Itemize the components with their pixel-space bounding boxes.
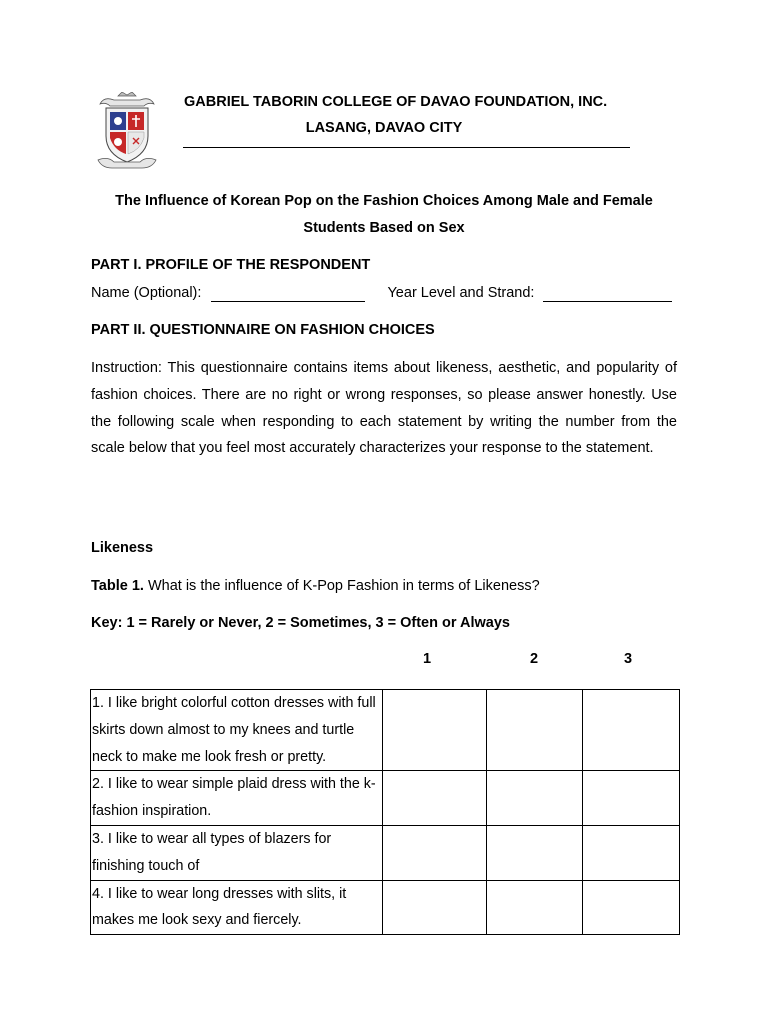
table-row: [91, 880, 680, 935]
column-header-3: 3: [624, 651, 633, 667]
year-strand-field[interactable]: [543, 285, 672, 302]
rating-cell-1[interactable]: [383, 825, 487, 880]
rating-cell-2[interactable]: [487, 880, 583, 935]
rating-cell-2[interactable]: [487, 771, 583, 826]
name-label: Name (Optional):: [91, 285, 202, 301]
rating-cell-3[interactable]: [583, 880, 680, 935]
rating-cell-2[interactable]: [487, 690, 583, 771]
name-field[interactable]: [211, 285, 365, 302]
scale-key: Key: 1 = Rarely or Never, 2 = Sometimes, 3 = Often or Always: [91, 615, 510, 631]
rating-cell-1[interactable]: [383, 880, 487, 935]
part1-heading: PART I. PROFILE OF THE RESPONDENT: [91, 257, 371, 273]
table-row: [91, 771, 680, 826]
statement-cell: 3. I like to wear all types of blazers for finishing touch of: [91, 825, 383, 880]
table-row: [91, 825, 680, 880]
profile-fields: [91, 285, 672, 302]
rating-cell-3[interactable]: [583, 771, 680, 826]
statement-cell: 1. I like bright colorful cotton dresses with full skirts down almost to my knees and turtle neck to make me look fresh or pretty.: [91, 690, 383, 771]
school-crest-icon: [94, 92, 160, 172]
rating-cell-1[interactable]: [383, 690, 487, 771]
part2-heading: PART II. QUESTIONNAIRE ON FASHION CHOICES: [91, 322, 435, 338]
table-row: [91, 690, 680, 771]
rating-cell-3[interactable]: [583, 690, 680, 771]
statement-cell: 4. I like to wear long dresses with slits, it makes me look sexy and fiercely.: [91, 880, 383, 935]
section-heading: Likeness: [91, 540, 154, 556]
institution-location: LASANG, DAVAO CITY: [305, 120, 463, 136]
likeness-table: [90, 689, 680, 935]
statement-cell: 2. I like to wear simple plaid dress with the k-fashion inspiration.: [91, 771, 383, 826]
rating-cell-2[interactable]: [487, 825, 583, 880]
table-caption-text: What is the influence of K-Pop Fashion in terms of Likeness?: [143, 578, 540, 594]
rating-cell-3[interactable]: [583, 825, 680, 880]
year-strand-label: Year Level and Strand:: [387, 285, 535, 301]
column-header-1: 1: [423, 651, 432, 667]
instruction-paragraph: Instruction: This questionnaire contains items about likeness, aesthetic, and popularity of fashion choices. There are no right or wrong responses, so please answer honestly. Use the following scale when responding to each statement by writing the number from the scale below that you feel most accurately characterizes your response to the statement.: [91, 360, 677, 457]
table-label: Table 1.: [91, 578, 144, 594]
rating-cell-1[interactable]: [383, 771, 487, 826]
survey-title-line1: The Influence of Korean Pop on the Fashion Choices Among Male and Female: [115, 193, 653, 209]
institution-name: GABRIEL TABORIN COLLEGE OF DAVAO FOUNDATION, INC.: [184, 94, 608, 110]
column-header-2: 2: [530, 651, 539, 667]
survey-title-line2: Students Based on Sex: [303, 220, 465, 236]
header-divider: [183, 147, 630, 148]
table-caption: [91, 578, 540, 594]
